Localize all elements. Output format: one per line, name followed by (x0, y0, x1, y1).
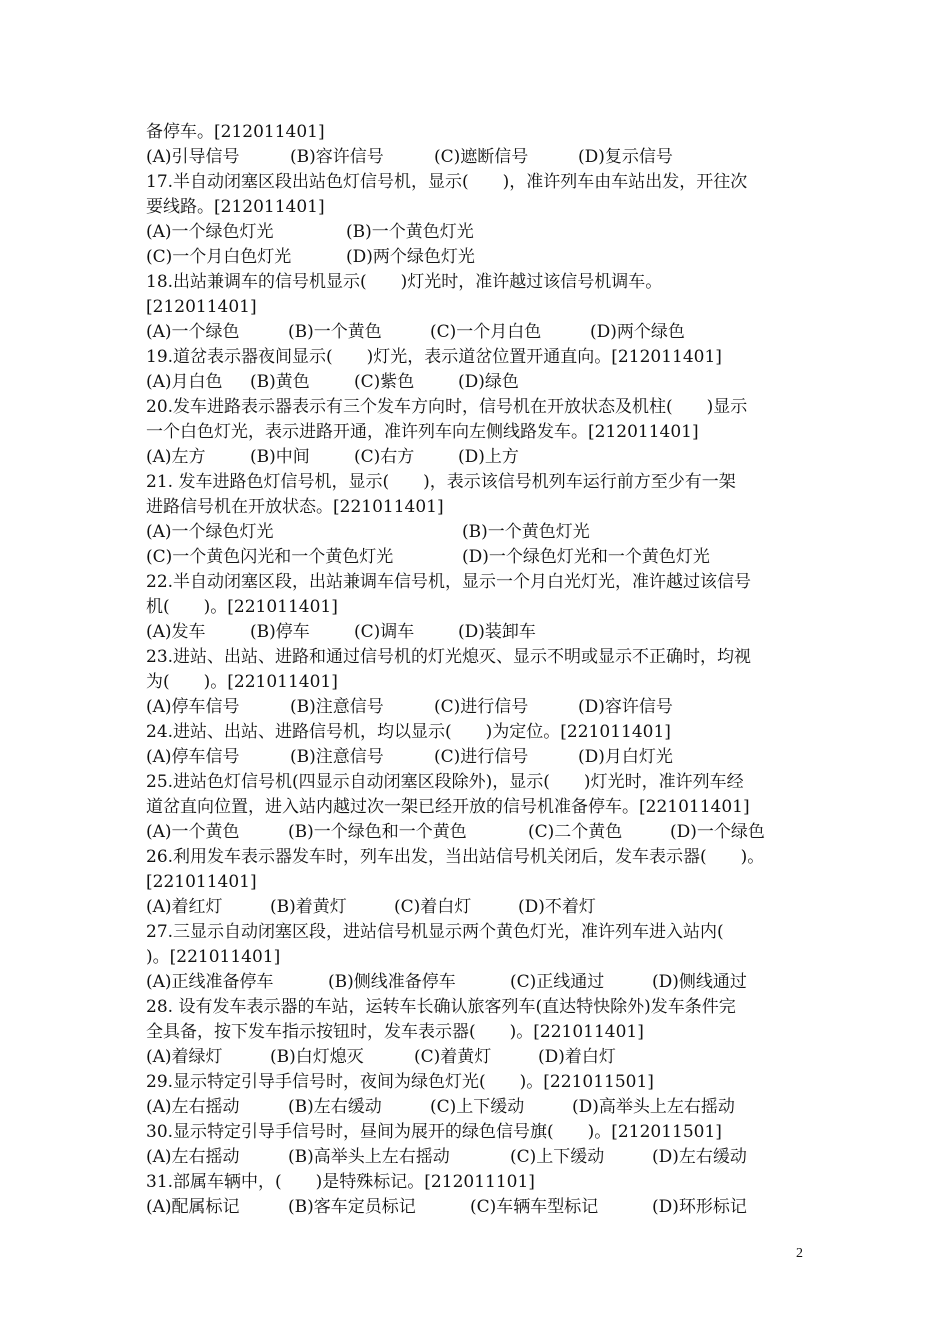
answer-option: (D)复示信号 (578, 147, 673, 167)
text-line: 22.半自动闭塞区段，出站兼调车信号机，显示一个月白光灯光，准许越过该信号 (146, 572, 752, 592)
answer-option: (A)停车信号 (146, 747, 240, 767)
answer-option: (D)月白灯光 (578, 747, 673, 767)
text-line: 21. 发车进路色灯信号机，显示( )，表示该信号机列车运行前方至少有一架 (146, 472, 736, 492)
options-line (146, 1095, 826, 1120)
answer-option: (A)发车 (146, 622, 206, 642)
answer-option: (C)正线通过 (510, 972, 605, 992)
text-line: [221011401] (146, 872, 257, 892)
answer-option: (C)右方 (354, 447, 415, 467)
answer-option: (C)一个月白色 (430, 322, 542, 342)
answer-option: (A)着红灯 (146, 897, 223, 917)
text-line: 30.显示特定引导手信号时，昼间为展开的绿色信号旗( )。[212011501] (146, 1122, 722, 1142)
answer-option: (C)紫色 (354, 372, 415, 392)
answer-option: (C)着黄灯 (414, 1047, 492, 1067)
options-line (146, 320, 826, 345)
answer-option: (A)着绿灯 (146, 1047, 223, 1067)
document-body (146, 120, 826, 1220)
answer-option: (A)左右摇动 (146, 1147, 240, 1167)
answer-option: (D)高举头上左右摇动 (572, 1097, 735, 1117)
text-line: 20.发车进路表示器表示有三个发车方向时，信号机在开放状态及机柱( )显示 (146, 397, 748, 417)
text-line: 19.道岔表示器夜间显示( )灯光，表示道岔位置开通直向。[212011401] (146, 347, 722, 367)
options-line (146, 745, 826, 770)
answer-option: (C)一个黄色闪光和一个黄色灯光 (146, 547, 394, 567)
answer-option: (C)车辆车型标记 (470, 1197, 599, 1217)
answer-option: (A)月白色 (146, 372, 223, 392)
text-line: )。[221011401] (146, 947, 281, 967)
answer-option: (D)着白灯 (538, 1047, 616, 1067)
answer-option: (B)客车定员标记 (288, 1197, 416, 1217)
answer-option: (B)黄色 (250, 372, 310, 392)
options-line (146, 545, 826, 570)
answer-option: (B)中间 (250, 447, 310, 467)
options-line (146, 245, 826, 270)
answer-option: (D)两个绿色 (590, 322, 685, 342)
answer-option: (B)容许信号 (290, 147, 384, 167)
text-line: 24.进站、出站、进路信号机，均以显示( )为定位。[221011401] (146, 722, 671, 742)
text-line: 28. 设有发车表示器的车站，运转车长确认旅客列车(直达特快除外)发车条件完 (146, 997, 736, 1017)
options-line (146, 895, 826, 920)
answer-option: (A)一个绿色灯光 (146, 222, 274, 242)
answer-option: (B)一个绿色和一个黄色 (288, 822, 467, 842)
answer-option: (C)进行信号 (434, 747, 529, 767)
text-line: 18.出站兼调车的信号机显示( )灯光时，准许越过该信号机调车。 (146, 272, 663, 292)
answer-option: (B)白灯熄灭 (270, 1047, 364, 1067)
answer-option: (A)一个黄色 (146, 822, 240, 842)
text-line: 机( )。[221011401] (146, 597, 338, 617)
answer-option: (D)侧线通过 (652, 972, 747, 992)
page-number: 2 (796, 1246, 803, 1261)
answer-option: (A)停车信号 (146, 697, 240, 717)
options-line (146, 445, 826, 470)
text-line: 备停车。[212011401] (146, 122, 325, 142)
answer-option: (A)配属标记 (146, 1197, 240, 1217)
text-line: 全具备，按下发车指示按钮时，发车表示器( )。[221011401] (146, 1022, 644, 1042)
answer-option: (D)容许信号 (578, 697, 673, 717)
answer-option: (D)一个绿色 (670, 822, 765, 842)
options-line (146, 820, 826, 845)
answer-option: (C)上下缓动 (510, 1147, 605, 1167)
options-line (146, 620, 826, 645)
answer-option: (B)注意信号 (290, 697, 384, 717)
options-line (146, 970, 826, 995)
text-line: 为( )。[221011401] (146, 672, 338, 692)
answer-option: (C)进行信号 (434, 697, 529, 717)
answer-option: (B)停车 (250, 622, 310, 642)
text-line: 17.半自动闭塞区段出站色灯信号机，显示( )，准许列车由车站出发，开往次 (146, 172, 748, 192)
answer-option: (D)绿色 (458, 372, 519, 392)
answer-option: (B)注意信号 (290, 747, 384, 767)
answer-option: (D)一个绿色灯光和一个黄色灯光 (462, 547, 710, 567)
text-line: 31.部属车辆中，( )是特殊标记。[212011101] (146, 1172, 535, 1192)
answer-option: (C)一个月白色灯光 (146, 247, 292, 267)
text-line: 23.进站、出站、进路和通过信号机的灯光熄灭、显示不明或显示不正确时，均视 (146, 647, 752, 667)
answer-option: (D)上方 (458, 447, 519, 467)
answer-option: (B)左右缓动 (288, 1097, 382, 1117)
answer-option: (B)侧线准备停车 (328, 972, 456, 992)
answer-option: (C)调车 (354, 622, 415, 642)
text-line: 29.显示特定引导手信号时，夜间为绿色灯光( )。[221011501] (146, 1072, 654, 1092)
answer-option: (A)引导信号 (146, 147, 240, 167)
answer-option: (B)一个黄色灯光 (462, 522, 590, 542)
options-line (146, 520, 826, 545)
options-line (146, 1145, 826, 1170)
answer-option: (C)二个黄色 (528, 822, 623, 842)
text-line: 25.进站色灯信号机(四显示自动闭塞区段除外)，显示( )灯光时，准许列车经 (146, 772, 744, 792)
options-line (146, 1195, 826, 1220)
answer-option: (A)左右摇动 (146, 1097, 240, 1117)
answer-option: (B)着黄灯 (270, 897, 347, 917)
options-line (146, 370, 826, 395)
text-line: 一个白色灯光，表示进路开通，准许列车向左侧线路发车。[212011401] (146, 422, 699, 442)
answer-option: (D)左右缓动 (652, 1147, 747, 1167)
options-line (146, 145, 826, 170)
text-line: 27.三显示自动闭塞区段，进站信号机显示两个黄色灯光，准许列车进入站内( (146, 922, 724, 942)
answer-option: (C)遮断信号 (434, 147, 529, 167)
text-line: 26.利用发车表示器发车时，列车出发，当出站信号机关闭后，发车表示器( )。 (146, 847, 765, 867)
answer-option: (D)装卸车 (458, 622, 536, 642)
options-line (146, 1045, 826, 1070)
answer-option: (B)一个黄色灯光 (346, 222, 474, 242)
text-line: 道岔直向位置，进入站内越过次一架已经开放的信号机准备停车。[221011401] (146, 797, 750, 817)
answer-option: (A)一个绿色 (146, 322, 240, 342)
text-line: [212011401] (146, 297, 257, 317)
options-line (146, 695, 826, 720)
answer-option: (A)一个绿色灯光 (146, 522, 274, 542)
text-line: 要线路。[212011401] (146, 197, 325, 217)
answer-option: (C)上下缓动 (430, 1097, 525, 1117)
answer-option: (D)不着灯 (518, 897, 596, 917)
answer-option: (B)一个黄色 (288, 322, 382, 342)
answer-option: (A)正线准备停车 (146, 972, 274, 992)
answer-option: (A)左方 (146, 447, 206, 467)
answer-option: (D)两个绿色灯光 (346, 247, 475, 267)
answer-option: (C)着白灯 (394, 897, 472, 917)
options-line (146, 220, 826, 245)
text-line: 进路信号机在开放状态。[221011401] (146, 497, 444, 517)
answer-option: (B)高举头上左右摇动 (288, 1147, 450, 1167)
answer-option: (D)环形标记 (652, 1197, 747, 1217)
